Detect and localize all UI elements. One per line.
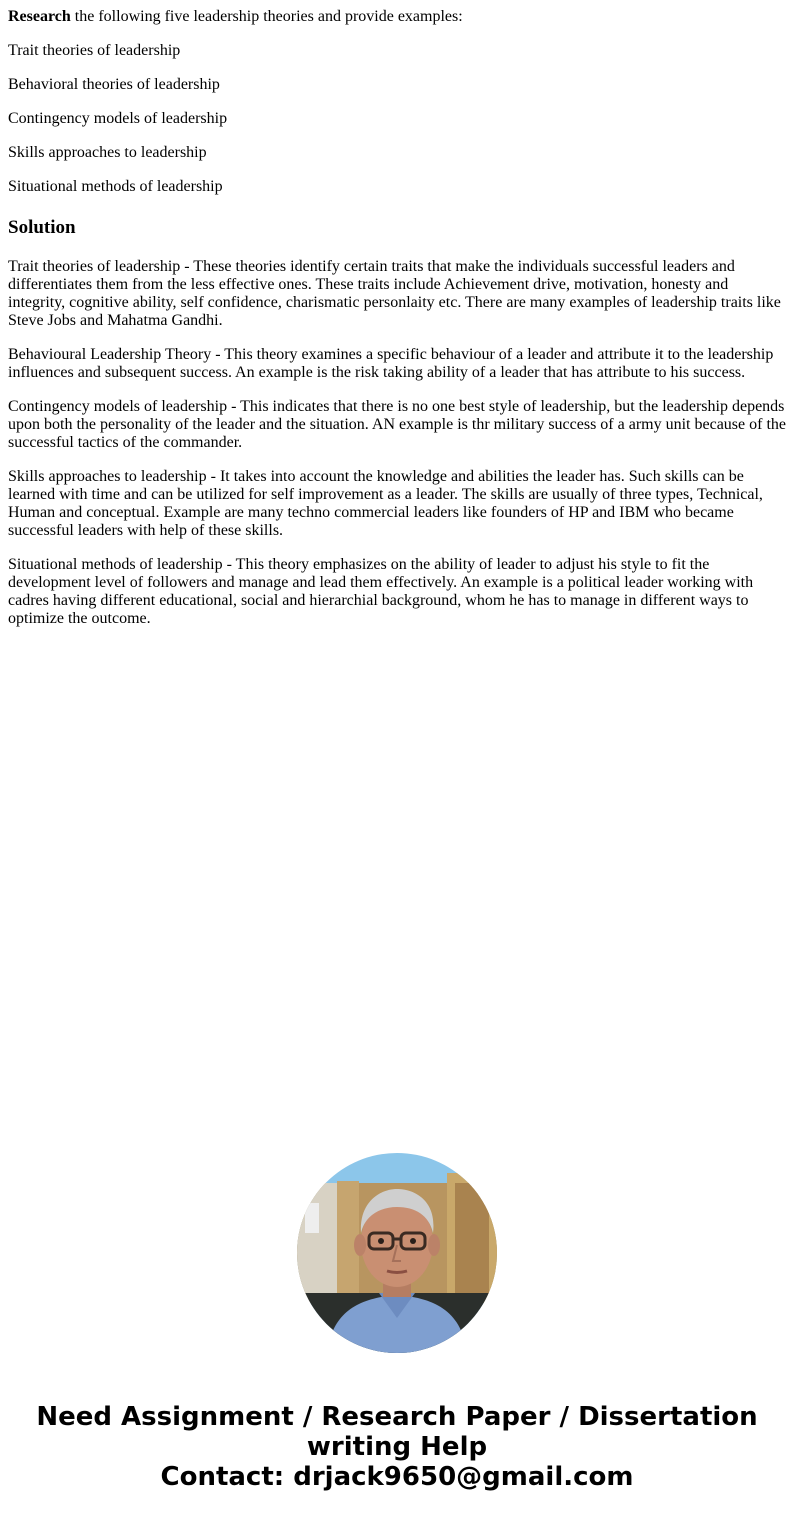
solution-paragraph-behavioural: Behavioural Leadership Theory - This theory examines a specific behaviour of a leader and attribute it to the leadership influences and subsequent success. An example is the risk taking ability of a leader that has attribute to his success.: [8, 346, 774, 381]
document-body: [8, 8, 788, 644]
promo-banner: [0, 1402, 794, 1492]
question-item-contingency: Contingency models of leadership: [8, 110, 228, 127]
solution-paragraph-situational: Situational methods of leadership - This theory emphasizes on the ability of leader to adjust his style to fit the development level of followers and manage and lead them effectively. An example is a political leader working with cadres having different educational, social and hierarchial background, whom he has to manage in different ways to optimize the outcome.: [8, 556, 754, 627]
solution-paragraph-contingency: Contingency models of leadership - This indicates that there is no one best style of leadership, but the leadership depends upon both the personality of the leader and the situation. AN example is thr military success of a army unit because of the successful tactics of the commander.: [8, 398, 787, 451]
question-intro: [8, 8, 788, 26]
person-photo-icon: [297, 1153, 497, 1353]
question-item-skills: Skills approaches to leadership: [8, 144, 207, 161]
question-intro-text: the following five leadership theories and provide examples:: [70, 8, 463, 25]
question-intro-bold: Research: [8, 8, 71, 25]
question-item-situational: Situational methods of leadership: [8, 178, 223, 195]
promo-contact: Contact: drjack9650@gmail.com: [160, 1462, 634, 1492]
author-avatar: [297, 1153, 497, 1353]
promo-line-1: Need Assignment / Research Paper / Dissertation: [36, 1402, 758, 1432]
solution-paragraph-skills: Skills approaches to leadership - It takes into account the knowledge and abilities the leader has. Such skills can be learned with time and can be utilized for self improvement as a leader. The skills are usually of three types, Technical, Human and conceptual. Example are many techno commercial leaders like founders of HP and IBM who became successful leaders with help of these skills.: [8, 468, 763, 539]
question-item-trait: Trait theories of leadership: [8, 42, 181, 59]
question-item-behavioral: Behavioral theories of leadership: [8, 76, 220, 93]
solution-paragraph-trait: Trait theories of leadership - These theories identify certain traits that make the individuals successful leaders and differentiates them from the less effective ones. These traits include Achievement drive, motivation, honesty and integrity, cognitive ability, self confidence, charismatic personlaity etc. There are many examples of leadership traits like Steve Jobs and Mahatma Gandhi.: [8, 258, 781, 329]
promo-line-2: writing Help: [306, 1432, 488, 1462]
solution-heading: Solution: [8, 217, 76, 238]
